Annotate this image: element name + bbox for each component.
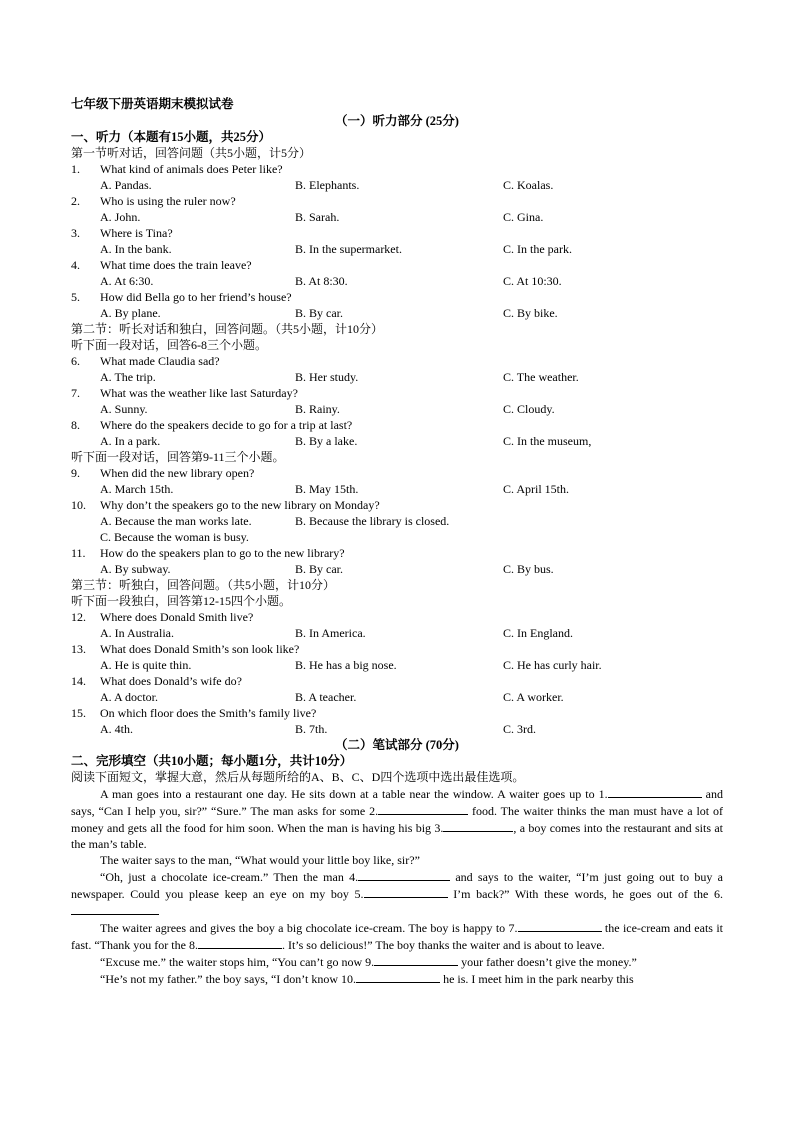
blank-4 bbox=[358, 868, 450, 881]
option-a: A. The trip. bbox=[100, 370, 156, 384]
question-item bbox=[71, 353, 723, 385]
questions-1-5 bbox=[71, 161, 723, 321]
option-b: B. By a lake. bbox=[295, 434, 358, 448]
question-number: 5. bbox=[71, 290, 80, 304]
section1-sub2: 第二节：听长对话和独白，回答问题。（共5小题，计10分） bbox=[71, 322, 384, 336]
question-number: 15. bbox=[71, 706, 86, 720]
passage-paragraph bbox=[71, 868, 723, 919]
question-item bbox=[71, 289, 723, 321]
question-number: 3. bbox=[71, 226, 80, 240]
question-number: 6. bbox=[71, 354, 80, 368]
questions-12-15 bbox=[71, 609, 723, 737]
passage-text: he is. I meet him in the park nearby this bbox=[440, 972, 634, 986]
question-item bbox=[71, 385, 723, 417]
exam-title: 七年级下册英语期末模拟试卷 bbox=[71, 97, 234, 111]
passage-paragraph bbox=[71, 785, 723, 852]
blank-6 bbox=[71, 902, 159, 915]
question-item bbox=[71, 257, 723, 289]
questions-6-8 bbox=[71, 353, 723, 449]
blank-3 bbox=[443, 819, 513, 832]
question-item bbox=[71, 465, 723, 497]
blank-2 bbox=[378, 802, 468, 815]
question-stem: What kind of animals does Peter like? bbox=[100, 162, 283, 176]
option-c: C. In the park. bbox=[503, 242, 572, 256]
passage-text: A man goes into a restaurant one day. He sits down at a table near the window. A waiter goes up to 1. bbox=[100, 787, 608, 801]
section1-sub1: 第一节听对话，回答问题（共5小题，计5分） bbox=[71, 146, 312, 160]
passage-paragraph bbox=[71, 919, 723, 953]
passage-text: . It’s so delicious!” The boy thanks the waiter and is about to leave. bbox=[281, 938, 605, 952]
question-number: 13. bbox=[71, 642, 86, 656]
question-stem: What does Donald Smith’s son look like? bbox=[100, 642, 300, 656]
question-item bbox=[71, 193, 723, 225]
question-stem: What time does the train leave? bbox=[100, 258, 252, 272]
question-stem: When did the new library open? bbox=[100, 466, 255, 480]
question-number: 2. bbox=[71, 194, 80, 208]
question-stem: On which floor does the Smith’s family live? bbox=[100, 706, 317, 720]
passage-text: and says, “Can I help you, sir?” “Sure.” The man asks for some 2. bbox=[71, 787, 723, 818]
passage-text: “Oh, just a chocolate ice-cream.” Then the man 4. bbox=[100, 870, 359, 884]
part2-heading: （二）笔试部分 (70分) bbox=[335, 738, 459, 752]
question-item bbox=[71, 161, 723, 193]
option-a: A. John. bbox=[100, 210, 141, 224]
blank-9 bbox=[374, 953, 458, 966]
question-stem: What does Donald’s wife do? bbox=[100, 674, 242, 688]
option-c: C. By bike. bbox=[503, 306, 558, 320]
option-b: B. Rainy. bbox=[295, 402, 340, 416]
option-b: B. He has a big nose. bbox=[295, 658, 397, 672]
option-c: C. He has curly hair. bbox=[503, 658, 602, 672]
option-a: A. Pandas. bbox=[100, 178, 152, 192]
passage-text: I’m back?” With these words, he goes out of the 6. bbox=[447, 887, 724, 901]
blank-7 bbox=[518, 919, 602, 932]
option-c: C. The weather. bbox=[503, 370, 579, 384]
question-number: 12. bbox=[71, 610, 86, 624]
question-stem: How do the speakers plan to go to the new library? bbox=[100, 546, 345, 560]
option-a: A. 4th. bbox=[100, 722, 133, 736]
blank-1 bbox=[608, 785, 702, 798]
option-b: B. At 8:30. bbox=[295, 274, 348, 288]
question-stem: What made Claudia sad? bbox=[100, 354, 220, 368]
question-item bbox=[71, 641, 723, 673]
question-number: 9. bbox=[71, 466, 80, 480]
option-a: A. By subway. bbox=[100, 562, 171, 576]
exam-page bbox=[71, 96, 723, 987]
question-stem: Where does Donald Smith live? bbox=[100, 610, 254, 624]
option-b: B. In the supermarket. bbox=[295, 242, 402, 256]
section1-heading: 一、听力（本题有15小题，共25分） bbox=[71, 130, 272, 144]
question-number: 14. bbox=[71, 674, 86, 688]
question-stem: Who is using the ruler now? bbox=[100, 194, 236, 208]
question-item bbox=[71, 497, 723, 545]
option-a: A. A doctor. bbox=[100, 690, 159, 704]
passage-text: “Excuse me.” the waiter stops him, “You can’t go now 9. bbox=[100, 955, 375, 969]
option-b: B. 7th. bbox=[295, 722, 328, 736]
question-item bbox=[71, 545, 723, 577]
question-item bbox=[71, 225, 723, 257]
option-a: A. Because the man works late. bbox=[100, 514, 252, 528]
blank-10 bbox=[356, 970, 440, 983]
questions-9-11 bbox=[71, 465, 723, 577]
passage-text: The waiter agrees and gives the boy a big chocolate ice-cream. The boy is happy to 7. bbox=[100, 921, 518, 935]
option-b: B. A teacher. bbox=[295, 690, 357, 704]
option-c: C. By bus. bbox=[503, 562, 554, 576]
note-12-15: 听下面一段独白，回答第12-15四个小题。 bbox=[71, 594, 291, 608]
option-b: B. In America. bbox=[295, 626, 366, 640]
question-stem: What was the weather like last Saturday? bbox=[100, 386, 298, 400]
option-b: B. Sarah. bbox=[295, 210, 340, 224]
question-item bbox=[71, 705, 723, 737]
question-stem: Where do the speakers decide to go for a trip at last? bbox=[100, 418, 353, 432]
option-c: C. In the museum, bbox=[503, 434, 592, 448]
option-a: A. At 6:30. bbox=[100, 274, 154, 288]
passage-text: and says to the waiter, “I’m just going out to buy a newspaper. Could you please keep an eye on my boy 5. bbox=[71, 870, 723, 901]
part1-heading: （一）听力部分 (25分) bbox=[335, 114, 459, 128]
option-a: A. In the bank. bbox=[100, 242, 172, 256]
blank-8 bbox=[198, 936, 282, 949]
note-6-8: 听下面一段对话，回答6-8三个小题。 bbox=[71, 338, 267, 352]
option-b: B. By car. bbox=[295, 306, 343, 320]
option-a: A. In a park. bbox=[100, 434, 161, 448]
question-item bbox=[71, 609, 723, 641]
section1-sub3: 第三节：听独白，回答问题。（共5小题，计10分） bbox=[71, 578, 336, 592]
blank-5 bbox=[364, 885, 448, 898]
cloze-passage bbox=[71, 785, 723, 987]
option-b: B. Her study. bbox=[295, 370, 359, 384]
option-b: B. By car. bbox=[295, 562, 343, 576]
question-stem: Where is Tina? bbox=[100, 226, 173, 240]
option-c: C. A worker. bbox=[503, 690, 564, 704]
question-number: 7. bbox=[71, 386, 80, 400]
option-a: A. By plane. bbox=[100, 306, 161, 320]
question-number: 10. bbox=[71, 498, 86, 512]
question-number: 4. bbox=[71, 258, 80, 272]
passage-paragraph bbox=[71, 953, 723, 970]
section2-instruction: 阅读下面短文，掌握大意，然后从每题所给的A、B、C、D四个选项中选出最佳选项。 bbox=[71, 770, 525, 784]
option-c: C. In England. bbox=[503, 626, 573, 640]
option-c: C. At 10:30. bbox=[503, 274, 562, 288]
option-a: A. March 15th. bbox=[100, 482, 174, 496]
passage-text: the ice-cream and eats it fast. “Thank you for the 8. bbox=[71, 921, 723, 952]
passage-paragraph bbox=[71, 970, 723, 987]
option-a: A. He is quite thin. bbox=[100, 658, 192, 672]
question-number: 8. bbox=[71, 418, 80, 432]
option-c: C. Because the woman is busy. bbox=[100, 530, 249, 544]
option-b: B. May 15th. bbox=[295, 482, 359, 496]
question-stem: How did Bella go to her friend’s house? bbox=[100, 290, 292, 304]
option-a: A. In Australia. bbox=[100, 626, 174, 640]
option-b: B. Elephants. bbox=[295, 178, 360, 192]
passage-text: your father doesn’t give the money.” bbox=[458, 955, 637, 969]
option-a: A. Sunny. bbox=[100, 402, 148, 416]
option-b: B. Because the library is closed. bbox=[295, 514, 450, 528]
passage-text: food. The waiter thinks the man must have a lot of money and gets all the food for him soon. When the man is having his big 3. bbox=[71, 804, 724, 835]
option-c: C. April 15th. bbox=[503, 482, 570, 496]
question-stem: Why don’t the speakers go to the new library on Monday? bbox=[100, 498, 380, 512]
question-item bbox=[71, 673, 723, 705]
note-9-11: 听下面一段对话，回答第9-11三个小题。 bbox=[71, 450, 285, 464]
question-number: 1. bbox=[71, 162, 80, 176]
question-number: 11. bbox=[71, 546, 86, 560]
question-item bbox=[71, 417, 723, 449]
option-c: C. Cloudy. bbox=[503, 402, 555, 416]
passage-text: , a boy comes into the restaurant and sits at the man’s table. bbox=[71, 821, 723, 851]
section2-heading: 二、完形填空（共10小题；每小题1分，共计10分） bbox=[71, 754, 353, 768]
passage-text: “He’s not my father.” the boy says, “I don’t know 10. bbox=[100, 972, 357, 986]
option-c: C. Gina. bbox=[503, 210, 544, 224]
option-c: C. 3rd. bbox=[503, 722, 536, 736]
option-c: C. Koalas. bbox=[503, 178, 554, 192]
passage-paragraph: The waiter says to the man, “What would your little boy like, sir?” bbox=[100, 853, 420, 867]
